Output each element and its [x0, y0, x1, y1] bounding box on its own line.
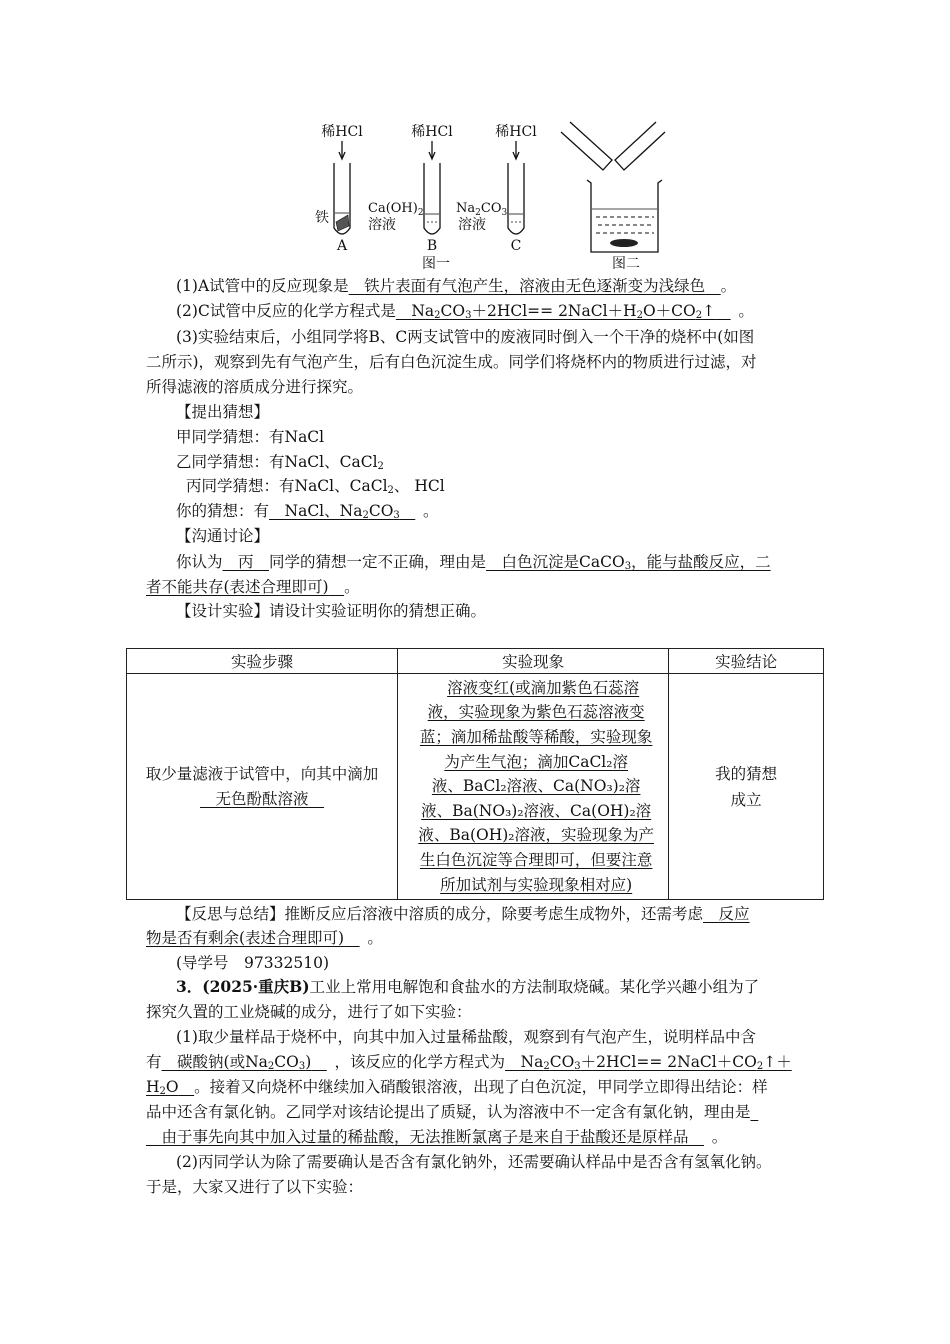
table-header: 实验结论 [669, 649, 824, 674]
guess-bing: 丙同学猜想：有NaCl、CaCl$_2$、 HCl [186, 477, 445, 496]
table-header: 实验现象 [398, 649, 669, 674]
tube-b-reagent: 稀HCl [411, 124, 453, 140]
tube-b-content: $Ca(OH)_2$ [368, 201, 424, 218]
q3-part1-line4: 品中还含有氯化钠。乙同学对该结论提出了质疑，认为溶液中不一定含有氯化钠，理由是 [146, 1103, 751, 1121]
guess-yi: 乙同学猜想：有NaCl、CaCl$_2$ [176, 453, 384, 472]
discuss-line2: 者不能共存(表述合理即可) 。 [146, 578, 360, 596]
question-3-line3: 所得滤液的溶质成分进行探究。 [146, 378, 364, 396]
experiment-figure [0, 0, 950, 275]
q3-line1: 3．(2025·重庆B)工业上常用电解饱和食盐水的方法制取烧碱。某化学兴趣小组为了 [176, 977, 760, 996]
guess-ni: 你的猜想：有 NaCl、$Na_2CO_3$ 。 [176, 502, 439, 521]
tube-c-label: C [510, 238, 522, 254]
q3-part1-line5: 由于事先向其中加入过量的稀盐酸，无法推断氯离子是来自于盐酸还是原样品 。 [161, 1128, 728, 1146]
reflect-line2: 物是否有剩余(表述合理即可) 。 [146, 929, 383, 947]
experiment-table [126, 648, 824, 900]
answer-who: 丙 [238, 553, 254, 571]
tube-a-label: A [336, 238, 348, 254]
guide-number: (导学号 97332510) [176, 954, 329, 972]
question-2: (2)C试管中反应的化学方程式是 $Na_2CO_3+2HCl==$ $2NaCl+H_2O+CO_2↑$ 。 [176, 302, 754, 321]
tube-a-content: 铁 [315, 210, 329, 226]
figure-caption-1: 图一 [422, 256, 450, 272]
question-3-line2: 二所示)，观察到先有气泡产生，后有白色沉淀生成。同学们将烧杯内的物质进行过滤，对 [146, 353, 757, 371]
question-1: (1)A试管中的反应现象是 铁片表面有气泡产生，溶液由无色逐渐变为浅绿色 。 [176, 277, 737, 295]
table-cell-step: 取少量滤液于试管中，向其中滴加 无色酚酞溶液 [127, 674, 398, 900]
answer-2-equation: $Na_2CO_3+2HCl==$ $2NaCl+H_2O+CO_2↑$ [411, 302, 716, 321]
guess-jia: 甲同学猜想：有NaCl [176, 428, 325, 446]
guess-heading: 【提出猜想】 [176, 403, 270, 421]
q3-part1-line3: $H_2O$ 。接着又向烧杯中继续加入硝酸银溶液，出现了白色沉淀，甲同学立即得出结论：样 [146, 1078, 768, 1097]
tube-c-content-2: 溶液 [458, 217, 486, 233]
q3-part2-line1: (2)丙同学认为除了需要确认是否含有氯化钠外，还需要确认样品中是否含有氢氧化钠。 [176, 1153, 772, 1171]
question-3-line1: (3)实验结束后，小组同学将B、C两支试管中的废液同时倒入一个干净的烧杯中(如图 [176, 328, 755, 346]
discuss-line1: 你认为 丙 同学的猜想一定不正确，理由是 白色沉淀是CaCO$_3$，能与盐酸反应，二 [176, 553, 771, 572]
table-row [127, 674, 824, 900]
discuss-heading: 【沟通讨论】 [176, 527, 270, 545]
q3-part1-line2: 有 碳酸钠(或$Na_2CO_3$) ，该反应的化学方程式为 $Na_2CO_3+2HCl==$ $2NaCl+CO_2↑+$ [146, 1053, 792, 1072]
table-header: 实验步骤 [127, 649, 398, 674]
q3-line2: 探究久置的工业烧碱的成分，进行了如下实验： [146, 1003, 472, 1021]
tube-a-reagent: 稀HCl [321, 124, 363, 140]
q3-part2-line2: 于是，大家又进行了以下实验： [146, 1178, 364, 1196]
table-header-row [127, 649, 824, 674]
figure-caption-2: 图二 [612, 256, 640, 272]
tube-b-content-2: 溶液 [368, 217, 396, 233]
answer-guess: NaCl、$Na_2CO_3$ [284, 502, 400, 521]
reflect-line1: 【反思与总结】推断反应后溶液中溶质的成分，除要考虑生成物外，还需考虑 反应 [176, 905, 750, 923]
table-cell-conclusion: 我的猜想 成立 [669, 674, 824, 900]
tube-c-content: $Na_2CO_3$ [456, 201, 508, 218]
q3-part1-line1: (1)取少量样品于烧杯中，向其中加入过量稀盐酸，观察到有气泡产生，说明样品中含 [176, 1028, 756, 1046]
tube-b-label: B [426, 238, 438, 254]
answer-1: 铁片表面有气泡产生，溶液由无色逐渐变为浅绿色 [364, 277, 706, 295]
tube-c-reagent: 稀HCl [495, 124, 537, 140]
design-line: 【设计实验】请设计实验证明你的猜想正确。 [176, 602, 487, 620]
table-cell-observation: 溶液变红(或滴加紫色石蕊溶 液，实验现象为紫色石蕊溶液变 蓝；滴加稀盐酸等稀酸，实验现象 为产生气泡；滴加CaCl₂溶 液、BaCl₂溶液、Ca(NO₃)₂溶 液、Ba(NO₃)₂溶液、Ca(OH)₂溶 液、Ba(OH)₂溶液，实验现象为产 生白色沉淀等合理即可，但要注意 所加试剂与实验现象相对应) [398, 674, 669, 900]
